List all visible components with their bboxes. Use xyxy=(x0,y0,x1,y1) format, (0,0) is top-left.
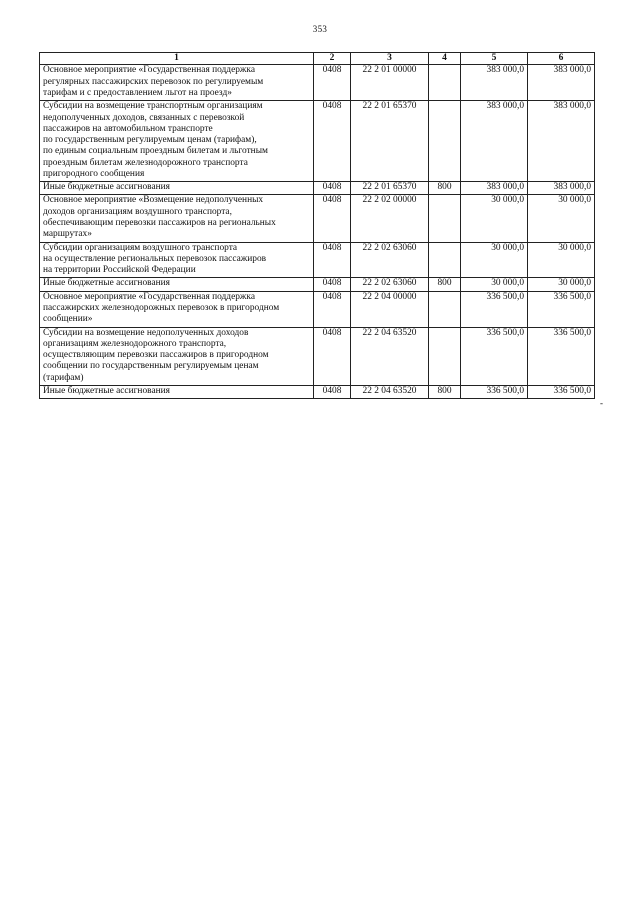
row-section-code: 0408 xyxy=(314,327,351,385)
budget-table xyxy=(39,52,595,399)
row-amount-2: 30 000,0 xyxy=(528,195,595,242)
row-expense-type xyxy=(429,242,461,278)
row-section-code: 0408 xyxy=(314,182,351,195)
row-amount-1: 336 500,0 xyxy=(461,385,528,398)
row-amount-1: 336 500,0 xyxy=(461,327,528,385)
row-name: Иные бюджетные ассигнования xyxy=(40,182,314,195)
row-expense-type: 800 xyxy=(429,385,461,398)
row-section-code: 0408 xyxy=(314,101,351,182)
table-row xyxy=(40,65,595,101)
row-section-code: 0408 xyxy=(314,291,351,327)
header-row xyxy=(40,53,595,65)
row-amount-1: 336 500,0 xyxy=(461,291,528,327)
row-name: Субсидии на возмещение транспортным организациям недополученных доходов, связанных с перевозкой пассажиров на автомобильном транспорте по государственным регулируемым ценам (тарифам), по единым социальным проездным билетам и льготным проездным билетам железнодорожного транспорта пригородного сообщения xyxy=(40,101,314,182)
row-expense-type: 800 xyxy=(429,182,461,195)
row-name: Субсидии организациям воздушного транспорта на осуществление региональных перевозок пассажиров на территории Российской Федерации xyxy=(40,242,314,278)
table-row xyxy=(40,242,595,278)
row-target-article: 22 2 01 65370 xyxy=(351,182,429,195)
row-name: Основное мероприятие «Возмещение недополученных доходов организациям воздушного транспорта, обеспечивающим перевозки пассажиров на региональных маршрутах» xyxy=(40,195,314,242)
row-section-code: 0408 xyxy=(314,65,351,101)
row-target-article: 22 2 04 63520 xyxy=(351,385,429,398)
row-amount-1: 30 000,0 xyxy=(461,242,528,278)
row-amount-1: 383 000,0 xyxy=(461,65,528,101)
table-row xyxy=(40,278,595,291)
row-expense-type: 800 xyxy=(429,278,461,291)
table-row xyxy=(40,195,595,242)
header-col-5: 5 xyxy=(461,53,528,65)
row-amount-1: 383 000,0 xyxy=(461,101,528,182)
row-amount-1: 30 000,0 xyxy=(461,278,528,291)
header-col-1: 1 xyxy=(40,53,314,65)
header-col-4: 4 xyxy=(429,53,461,65)
row-amount-2: 30 000,0 xyxy=(528,242,595,278)
header-col-6: 6 xyxy=(528,53,595,65)
row-amount-2: 383 000,0 xyxy=(528,182,595,195)
row-amount-2: 383 000,0 xyxy=(528,65,595,101)
table-row xyxy=(40,101,595,182)
table-row xyxy=(40,327,595,385)
row-expense-type xyxy=(429,195,461,242)
row-amount-1: 383 000,0 xyxy=(461,182,528,195)
header-col-2: 2 xyxy=(314,53,351,65)
row-section-code: 0408 xyxy=(314,278,351,291)
row-section-code: 0408 xyxy=(314,195,351,242)
row-expense-type xyxy=(429,291,461,327)
row-amount-2: 336 500,0 xyxy=(528,385,595,398)
row-section-code: 0408 xyxy=(314,242,351,278)
row-amount-2: 30 000,0 xyxy=(528,278,595,291)
row-target-article: 22 2 04 00000 xyxy=(351,291,429,327)
stray-mark: - xyxy=(600,398,603,408)
row-name: Иные бюджетные ассигнования xyxy=(40,278,314,291)
row-section-code: 0408 xyxy=(314,385,351,398)
row-target-article: 22 2 02 63060 xyxy=(351,242,429,278)
row-expense-type xyxy=(429,101,461,182)
table-row xyxy=(40,182,595,195)
page-number: 353 xyxy=(312,24,328,34)
row-target-article: 22 2 04 63520 xyxy=(351,327,429,385)
row-target-article: 22 2 02 63060 xyxy=(351,278,429,291)
row-amount-2: 336 500,0 xyxy=(528,327,595,385)
header-col-3: 3 xyxy=(351,53,429,65)
row-expense-type xyxy=(429,65,461,101)
row-amount-1: 30 000,0 xyxy=(461,195,528,242)
row-name: Субсидии на возмещение недополученных доходов организациям железнодорожного транспорта, осуществляющим перевозки пассажиров в пригородном сообщении по государственным регулируемым ценам (тарифам) xyxy=(40,327,314,385)
row-name: Иные бюджетные ассигнования xyxy=(40,385,314,398)
row-target-article: 22 2 01 00000 xyxy=(351,65,429,101)
table-row xyxy=(40,385,595,398)
row-amount-2: 383 000,0 xyxy=(528,101,595,182)
row-target-article: 22 2 01 65370 xyxy=(351,101,429,182)
row-amount-2: 336 500,0 xyxy=(528,291,595,327)
row-expense-type xyxy=(429,327,461,385)
row-name: Основное мероприятие «Государственная поддержка пассажирских железнодорожных перевозок в пригородном сообщении» xyxy=(40,291,314,327)
table-row xyxy=(40,291,595,327)
row-target-article: 22 2 02 00000 xyxy=(351,195,429,242)
row-name: Основное мероприятие «Государственная поддержка регулярных пассажирских перевозок по регулируемым тарифам и с предоставлением льгот на проезд» xyxy=(40,65,314,101)
